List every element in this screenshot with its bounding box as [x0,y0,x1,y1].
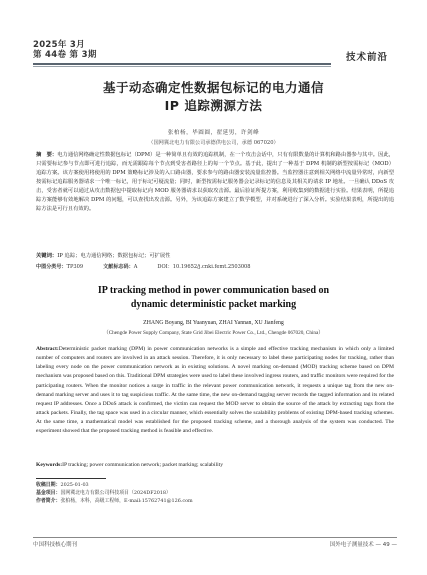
cn-title-line1: 基于动态确定性数据包标记的电力通信 [102,80,324,95]
cn-keywords-lead: 关键词： [36,253,58,259]
en-abstract-text: Deterministic packet marking (DPM) in power communication networks is a simple and effective tracking mechanism in which only a limited number of computers and routers are involved in an attack session. Therefore, it is only necessary to label these participating nodes for tracking, rather than labeling every node on the power communication network as in existing solutions. A novel marking on-demand (MOD) tracking scheme based on DPM mechanism was proposed based on this. Traditional DPM strategies were used to label these involved ingress routers, and traffic monitors were required for the participating routers. When the monitor notices a surge in traffic in the relevant power communication network, it requests a unique tag from the new on-demand marking server and uses it to tag suspicious traffic. At the same time, the new on-demand tagging server records the tagged information and its related request IP addresses. Once a DDoS attack is confirmed, the victim can request the MOD server to obtain the source of the attack by extracting tags from the attack packets. Finally, the tag space was used in a circular manner, which essentially solves the scalability problems of existing DPM-based tracking schemes. At the same time, a mathematical model was established for the proposed tracking scheme, and a thorough analysis of the system was conducted. The experiment showed that the proposed tracking method is feasible and effective. [36,346,394,435]
received-lead: 收稿日期： [36,482,61,488]
footnote-author [36,497,394,505]
fund-value: 国网冀北电力有限公司科技项目（2024DF2018） [60,490,171,496]
en-keywords-lead: Keywords: [36,462,63,468]
header-rule-thin [33,66,331,67]
en-title-line2: dynamic deterministic packet marking [130,299,297,310]
footer-left: 中国科技核心期刊 [33,542,78,548]
en-title-line1: IP tracking method in power communication based on [97,285,330,296]
cn-authors: 张柏杨，毕圆圆，翟延男，许剑峰 [167,130,260,136]
document-code [103,263,137,270]
doi: DOI：10.19652/j.cnki.femt.2503008 [157,264,251,270]
author-value: 张柏杨，本科，高级工程师，E-mail:15762741@126.com [60,498,193,504]
cn-abstract-lead: 摘 要： [36,152,58,158]
cn-keywords-text: IP 追踪；电力通信网络；数据包标记；可扩展性 [57,253,171,259]
cn-title-line2: IP 追踪溯源方法 [164,98,263,113]
class-value: TP309 [66,264,84,270]
issue-volume: 第 44卷 第 3期 [33,50,97,60]
footnote-received [36,481,394,489]
en-authors: ZHANG Boyang, BI Yuanyuan, ZHAI Yannan, XU Jianfeng [143,320,284,326]
author-lead: 作者简介： [36,498,61,504]
cn-abstract-text: 电力通信网络确定性数据包标记（DPM）是一种简单且有效的追踪机制，在一个攻击会话中，只有有限数量的计算机和路由器参与其中。因此，只需要标记参与节点即可进行追踪，而无需跟踪每个节点到受害者路径上的每一个节点。基于此，提出了一种基于 DPM 机制的新型按需标记（MOD）追踪方案。该方案使用将使用的 DPM 策略标记涉及的入口路由器，要求参与的路由器安装流量监控器。当监控器注意到相关网络中流量异常时，向新型按需标记追踪服务器请求一个唯一标记，用于标记可疑流量；同时，新型按需标记服务器会记录标记的信息及其相关的请求 IP 地址。一旦确认 DDoS 攻击，受害者就可以通过从攻击数据包中提取标记向 MOD 服务器请求以获取攻击源。最后验证所提方案，利用收集到的数据进行实验。结果表明，所提追踪方案能够有效地解决 DPM 的问题，可以查找出攻击源。另外，为该追踪方案建立了数学模型，并对系统进行了深入分析。实验结果表明，所提出的追踪方法是可行且有效的。 [36,152,394,212]
cn-abstract [36,151,394,214]
fund-lead: 基金项目： [36,490,61,496]
doc-value: A [133,264,138,270]
footer-right: 国外电子测量技术 — 49 — [329,542,397,548]
class-lead: 中图分类号： [36,264,67,270]
en-abstract-lead: Abstract: [36,346,59,352]
footnote-rule [36,478,106,479]
header-rule [33,63,331,65]
issue-info [33,40,123,60]
cn-keywords [36,251,394,259]
cn-affiliation: （国网冀北电力有限公司承德供电公司，承德 067020） [148,140,279,146]
en-keywords-text: IP tracking; power communication network; packet marking; scalability [62,462,223,468]
footnote-fund [36,489,394,497]
en-affiliation: （Chengde Power Supply Company, State Grid Jibei Electric Power Co., Ltd., Chengde 067020, China） [103,330,324,336]
issue-date: 2025年 3月 [33,40,85,50]
footer-rule [33,537,397,538]
en-abstract [36,345,394,437]
received-value: 2025-01-03 [60,482,89,488]
en-keywords [36,462,394,468]
class-number [36,263,83,270]
classification-line [36,263,394,270]
doc-lead: 文献标志码： [103,264,134,270]
column-label: 技术前沿 [345,52,388,63]
